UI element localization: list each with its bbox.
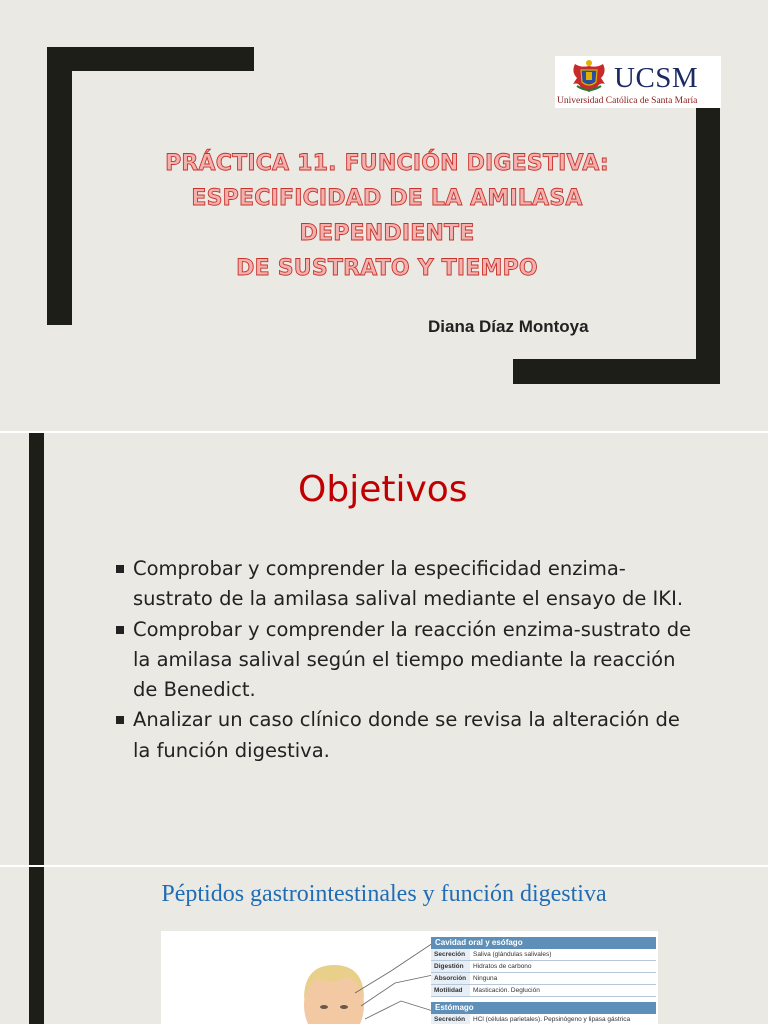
table-row [431,1014,656,1024]
objective-text: Analizar un caso clínico donde se revisa la alteración de la función digestiva. [133,708,680,762]
slide-title-line: DE SUSTRATO Y TIEMPO [236,256,538,281]
row-key: Secreción [431,1014,470,1024]
section-table [431,949,656,997]
section-header: Estómago [431,1002,656,1014]
row-key: Absorción [431,973,470,985]
objective-item [112,705,702,766]
square-bullet-icon [116,716,124,724]
corner-bracket-bottom-right-vertical [696,107,720,384]
leader-lines [351,931,433,1024]
digestion-info-panel [431,937,656,1024]
ucsm-logo [555,56,721,108]
logo-university-name: Universidad Católica de Santa María [557,96,698,106]
row-value: Ninguna [470,973,656,985]
objective-item [112,554,702,615]
objectives-heading: Objetivos [298,469,468,510]
title-slide [0,0,768,431]
slide-title-line: ESPECIFICIDAD DE LA AMILASA DEPENDIENTE [191,186,583,246]
slide-title [100,146,674,286]
row-value: Hidratos de carbono [470,961,656,973]
objective-item [112,615,702,706]
corner-bracket-top-left-vertical [47,47,72,325]
table-row [431,985,656,997]
objectives-list [112,554,702,766]
digestion-figure [161,931,658,1024]
author-name: Diana Díaz Montoya [428,317,589,336]
row-key: Digestión [431,961,470,973]
section-table [431,1014,656,1024]
objectives-slide [0,433,768,865]
row-key: Secreción [431,949,470,961]
objective-text: Comprobar y comprender la reacción enzima-sustrato de la amilasa salival según el tiempo mediante la reacción de Benedict. [133,617,692,702]
table-row [431,949,656,961]
square-bullet-icon [116,565,124,573]
objective-text: Comprobar y comprender la especificidad enzima-sustrato de la amilasa salival mediante el ensayo de IKI. [133,557,684,611]
accent-bar [29,433,44,865]
square-bullet-icon [116,626,124,634]
row-value: HCl (células parietales). Pepsinógeno y lipasa gástrica [470,1014,656,1024]
corner-bracket-top-left [47,47,254,71]
slide-title-line: PRÁCTICA 11. FUNCIÓN DIGESTIVA: [165,151,609,176]
logo-brand-text: UCSM [614,62,699,94]
row-key: Motilidad [431,985,470,997]
peptides-slide [0,867,768,1024]
table-row [431,973,656,985]
ucsm-crest-icon [569,58,609,96]
peptides-heading: Péptidos gastrointestinales y función digestiva [161,881,607,907]
table-row [431,961,656,973]
row-value: Saliva (glándulas salivales) [470,949,656,961]
row-value: Masticación. Deglución [470,985,656,997]
corner-bracket-bottom-right [513,359,720,384]
section-header: Cavidad oral y esófago [431,937,656,949]
